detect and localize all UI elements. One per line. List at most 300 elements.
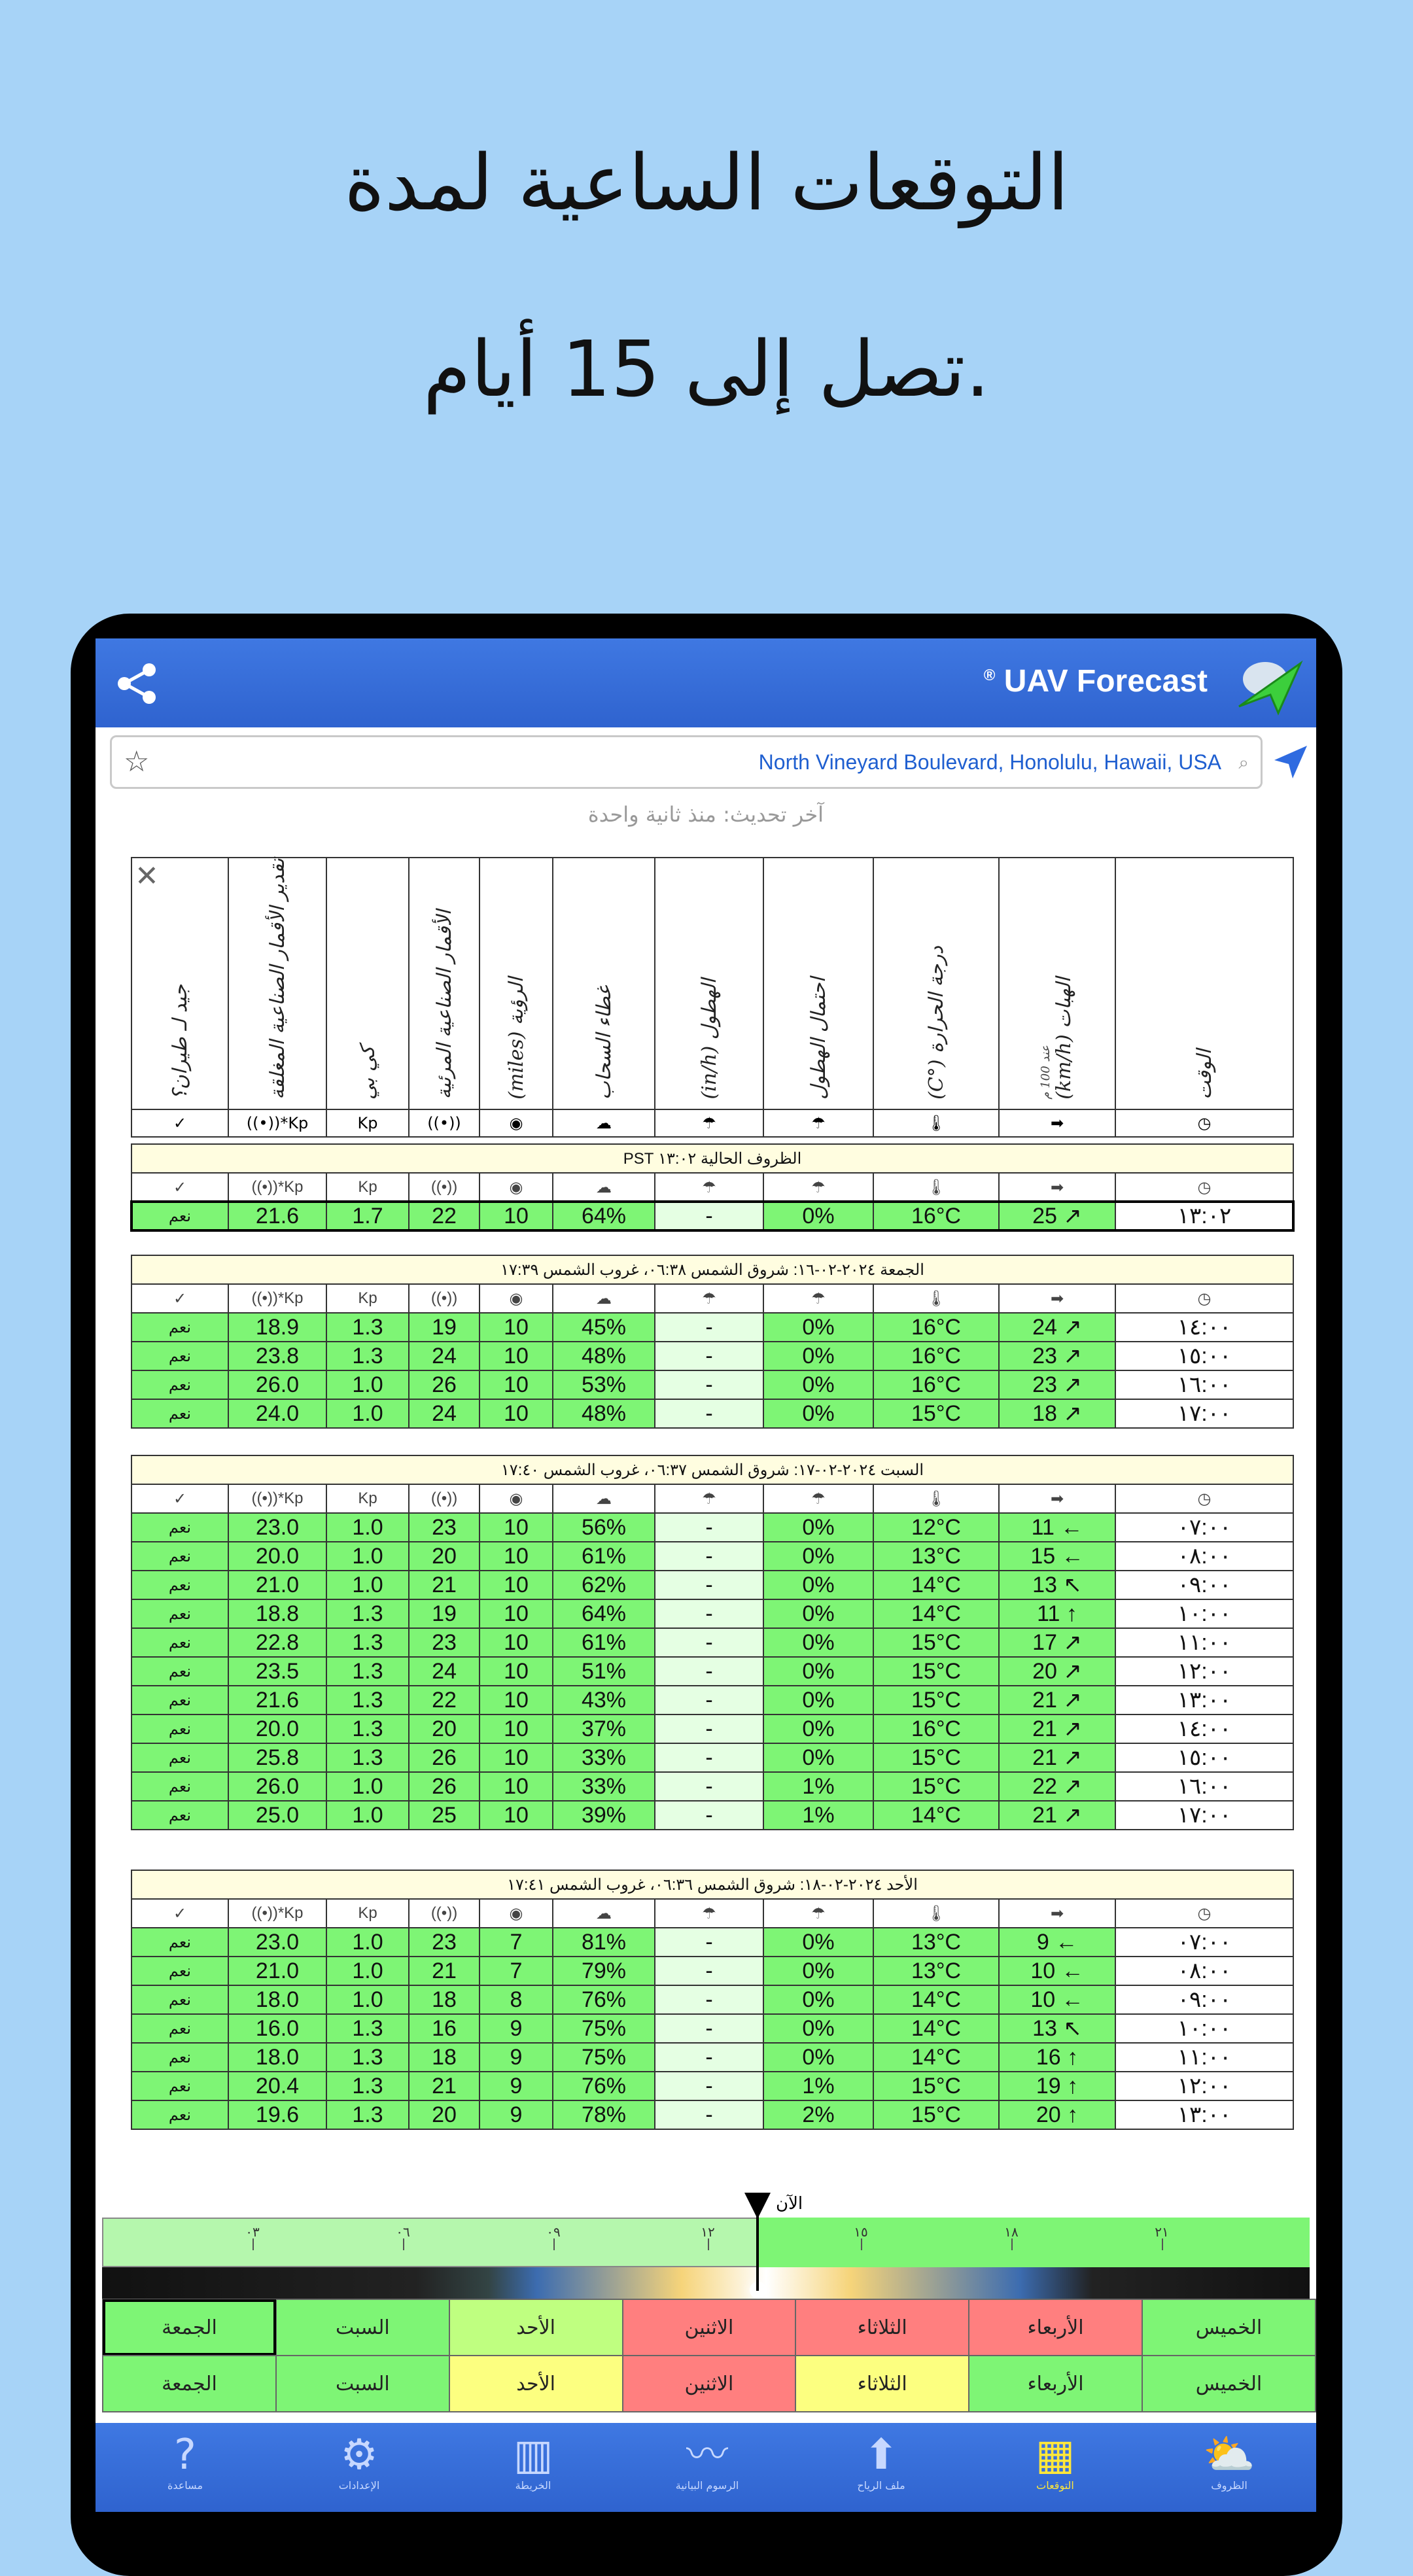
column-header[interactable] <box>326 858 409 1109</box>
table-row[interactable] <box>131 1628 1293 1657</box>
gust-value: 11 <box>1037 1601 1060 1626</box>
cell-vis: 10 <box>480 1542 553 1571</box>
table-row[interactable] <box>131 1801 1293 1830</box>
nav-settings[interactable] <box>272 2431 446 2492</box>
nav-label: الرسوم البيانية <box>675 2479 739 2492</box>
cell-precip: - <box>655 1772 763 1801</box>
day-button[interactable]: السبت <box>276 2356 449 2412</box>
cell-vis: 9 <box>480 2100 553 2129</box>
cell-kp: 1.3 <box>326 1342 409 1370</box>
column-icon: Kp <box>326 1109 409 1137</box>
cell-pprob: 2% <box>763 2100 873 2129</box>
cell-pprob: 0% <box>763 1657 873 1686</box>
day-button[interactable]: السبت <box>276 2299 449 2356</box>
nav-forecast[interactable] <box>968 2431 1142 2492</box>
cell-gust <box>999 1772 1115 1801</box>
cell-vis: 10 <box>480 1772 553 1801</box>
day-button[interactable]: الأحد <box>449 2356 623 2412</box>
cell-precip: - <box>655 2014 763 2043</box>
cell-time: ٠٨:٠٠ <box>1115 1957 1293 1985</box>
cell-kp: 1.0 <box>326 1571 409 1599</box>
cell-precip: - <box>655 1571 763 1599</box>
cell-kp: 1.7 <box>326 1202 409 1230</box>
timeline-tick-label: ١٥ <box>854 2224 868 2240</box>
cell-gust <box>999 1399 1115 1428</box>
cell-kpsat: 23.0 <box>228 1928 326 1957</box>
cell-precip: - <box>655 1513 763 1542</box>
wind-direction-icon: ↗ <box>1063 1803 1082 1828</box>
column-icon: Kp*((•)) <box>228 1173 326 1202</box>
column-icon: ➡ <box>999 1109 1115 1137</box>
cell-precip: - <box>655 1599 763 1628</box>
day-button[interactable]: الأربعاء <box>969 2356 1142 2412</box>
timeline-scrubber[interactable] <box>102 2186 1310 2304</box>
column-icons-row <box>131 1109 1293 1137</box>
cell-gust <box>999 1743 1115 1772</box>
table-row[interactable] <box>131 1743 1293 1772</box>
cell-vis: 10 <box>480 1714 553 1743</box>
wind-direction-icon: ↖ <box>1063 1573 1082 1597</box>
day-selector-row-2 <box>102 2355 1316 2412</box>
column-icon: ☂ <box>763 1173 873 1202</box>
timeline-tick <box>708 2238 709 2250</box>
cell-kp: 1.3 <box>326 1599 409 1628</box>
cell-vis: 9 <box>480 2043 553 2072</box>
table-row[interactable] <box>131 1513 1293 1542</box>
cell-vis: 8 <box>480 1985 553 2014</box>
cell-vis: 7 <box>480 1928 553 1957</box>
cell-kp: 1.0 <box>326 1513 409 1542</box>
day-button[interactable]: الجمعة <box>103 2299 276 2356</box>
column-icon: ➡ <box>999 1173 1115 1202</box>
share-icon[interactable] <box>115 662 158 705</box>
gust-value: 21 <box>1032 1803 1057 1828</box>
cell-vis: 9 <box>480 2072 553 2100</box>
cell-cloud: 76% <box>553 1985 655 2014</box>
timeline-future-segment <box>756 2218 1310 2267</box>
column-icon: ☂ <box>655 1284 763 1313</box>
gust-value: 21 <box>1032 1688 1057 1713</box>
cell-kpsat: 25.8 <box>228 1743 326 1772</box>
cell-sats: 20 <box>409 2100 480 2129</box>
column-icon: ◷ <box>1115 1109 1293 1137</box>
cell-precip: - <box>655 1657 763 1686</box>
column-icon: Kp*((•)) <box>228 1899 326 1928</box>
timeline-tick-label: ١٨ <box>1004 2224 1019 2240</box>
day-button[interactable]: الأربعاء <box>969 2299 1142 2356</box>
cell-time: ١٤:٠٠ <box>1115 1714 1293 1743</box>
wind-direction-icon: ↗ <box>1063 1745 1082 1770</box>
forecast-day-block <box>131 1143 1294 1231</box>
day-block-icon-row <box>131 1284 1293 1313</box>
cell-gust <box>999 2072 1115 2100</box>
cell-cloud: 33% <box>553 1743 655 1772</box>
app-logo-icon <box>1232 648 1306 721</box>
cell-cloud: 81% <box>553 1928 655 1957</box>
cell-sats: 24 <box>409 1399 480 1428</box>
column-icon: Kp <box>326 1284 409 1313</box>
table-row[interactable] <box>131 1714 1293 1743</box>
cell-temp: 15°C <box>873 1772 999 1801</box>
column-icon: ☂ <box>763 1899 873 1928</box>
day-button[interactable]: الأحد <box>449 2299 623 2356</box>
cell-gust <box>999 1985 1115 2014</box>
wind-direction-icon: ↖ <box>1063 2016 1082 2041</box>
cell-kp: 1.3 <box>326 2100 409 2129</box>
promo-line-1: التوقعات الساعية لمدة <box>344 137 1069 228</box>
cell-kp: 1.0 <box>326 1985 409 2014</box>
cell-cloud: 56% <box>553 1513 655 1542</box>
cell-pprob: 0% <box>763 1628 873 1657</box>
table-row[interactable] <box>131 1985 1293 2014</box>
day-button[interactable]: الثلاثاء <box>795 2299 969 2356</box>
cell-cloud: 78% <box>553 2100 655 2129</box>
cell-cloud: 53% <box>553 1370 655 1399</box>
cell-fly: نعم <box>131 1928 228 1957</box>
cell-precip: - <box>655 1686 763 1714</box>
nav-conditions[interactable] <box>1142 2431 1316 2492</box>
column-icon: ☂ <box>763 1109 873 1137</box>
day-button[interactable]: الجمعة <box>103 2356 276 2412</box>
table-row[interactable] <box>131 1599 1293 1628</box>
nav-label: الخريطة <box>515 2479 551 2492</box>
day-button[interactable]: الثلاثاء <box>795 2356 969 2412</box>
cell-vis: 10 <box>480 1370 553 1399</box>
gust-value: 21 <box>1032 1716 1057 1741</box>
gust-value: 20 <box>1036 2102 1061 2127</box>
wind-direction-icon: ← <box>1061 1987 1084 2012</box>
cell-fly: نعم <box>131 1342 228 1370</box>
day-button[interactable]: الاثنين <box>623 2299 796 2356</box>
cell-cloud: 48% <box>553 1399 655 1428</box>
cell-vis: 10 <box>480 1657 553 1686</box>
column-header[interactable] <box>655 858 763 1109</box>
column-icon: ☂ <box>763 1484 873 1513</box>
cell-fly: نعم <box>131 1985 228 2014</box>
nav-map[interactable] <box>446 2431 620 2492</box>
cell-fly: نعم <box>131 1399 228 1428</box>
cell-fly: نعم <box>131 1657 228 1686</box>
cell-sats: 16 <box>409 2014 480 2043</box>
cell-sats: 18 <box>409 1985 480 2014</box>
cell-vis: 9 <box>480 2014 553 2043</box>
cell-sats: 24 <box>409 1657 480 1686</box>
table-row[interactable] <box>131 2072 1293 2100</box>
column-icon: ☂ <box>763 1284 873 1313</box>
wind-direction-icon: ← <box>1060 1514 1083 1540</box>
column-icon: Kp <box>326 1484 409 1513</box>
cell-pprob: 0% <box>763 1599 873 1628</box>
nav-help[interactable] <box>98 2431 272 2492</box>
cell-pprob: 0% <box>763 1542 873 1571</box>
column-icon: Kp*((•)) <box>228 1109 326 1137</box>
column-icon: ((•)) <box>409 1899 480 1928</box>
column-icon: 🌡 <box>873 1109 999 1137</box>
cell-fly: نعم <box>131 1957 228 1985</box>
cell-sats: 23 <box>409 1928 480 1957</box>
cell-pprob: 0% <box>763 1399 873 1428</box>
cell-sats: 19 <box>409 1599 480 1628</box>
map-icon: ▥ <box>513 2431 553 2479</box>
locate-arrow-icon[interactable] <box>1272 743 1310 781</box>
cell-vis: 10 <box>480 1202 553 1230</box>
cell-pprob: 1% <box>763 2072 873 2100</box>
cell-kp: 1.3 <box>326 2043 409 2072</box>
day-block-icon-row <box>131 1484 1293 1513</box>
app-title <box>984 663 1208 699</box>
column-icon: ➡ <box>999 1484 1115 1513</box>
cell-temp: 16°C <box>873 1202 999 1230</box>
column-header-table <box>131 857 1294 1138</box>
cell-temp: 13°C <box>873 1542 999 1571</box>
table-row[interactable] <box>131 2100 1293 2129</box>
location-search-box[interactable] <box>110 735 1263 789</box>
cell-pprob: 0% <box>763 1202 873 1230</box>
day-button[interactable]: الاثنين <box>623 2356 796 2412</box>
cell-fly: نعم <box>131 1370 228 1399</box>
cell-pprob: 0% <box>763 2043 873 2072</box>
wind-direction-icon: ↑ <box>1066 1601 1077 1626</box>
column-icon: ◉ <box>480 1109 553 1137</box>
wind-direction-icon: ↑ <box>1067 2073 1079 2098</box>
cell-temp: 15°C <box>873 1686 999 1714</box>
column-header[interactable] <box>763 858 873 1109</box>
nav-wind-profile[interactable] <box>794 2431 968 2492</box>
cell-fly: نعم <box>131 1571 228 1599</box>
cell-temp: 14°C <box>873 1571 999 1599</box>
cell-cloud: 39% <box>553 1801 655 1830</box>
nav-label: ملف الرياح <box>857 2479 905 2492</box>
table-row[interactable] <box>131 1313 1293 1342</box>
cell-kpsat: 26.0 <box>228 1370 326 1399</box>
search-icon: ⌕ <box>1238 752 1249 773</box>
cell-time: ١٦:٠٠ <box>1115 1370 1293 1399</box>
cell-vis: 10 <box>480 1686 553 1714</box>
cell-temp: 16°C <box>873 1313 999 1342</box>
cell-temp: 16°C <box>873 1714 999 1743</box>
column-header-label: الهطول (in/h) <box>697 979 721 1100</box>
gust-value: 23 <box>1032 1372 1057 1397</box>
column-icon: ◉ <box>480 1899 553 1928</box>
cell-precip: - <box>655 1313 763 1342</box>
column-header-label: غطاء السحاب <box>592 985 616 1100</box>
cell-gust <box>999 2043 1115 2072</box>
column-icon: 🌡 <box>873 1899 999 1928</box>
column-header[interactable] <box>131 858 228 1109</box>
cell-temp: 14°C <box>873 1985 999 2014</box>
cell-kpsat: 18.0 <box>228 2043 326 2072</box>
column-icon: ☂ <box>655 1109 763 1137</box>
cell-cloud: 75% <box>553 2014 655 2043</box>
cell-vis: 10 <box>480 1399 553 1428</box>
column-header[interactable] <box>480 858 553 1109</box>
cell-pprob: 0% <box>763 1513 873 1542</box>
column-header[interactable] <box>999 858 1115 1109</box>
cell-pprob: 0% <box>763 1743 873 1772</box>
wind-direction-icon: ↗ <box>1063 1315 1082 1340</box>
cell-precip: - <box>655 1342 763 1370</box>
cell-kp: 1.0 <box>326 1957 409 1985</box>
cell-vis: 10 <box>480 1313 553 1342</box>
cell-kp: 1.0 <box>326 1801 409 1830</box>
cell-kp: 1.0 <box>326 1370 409 1399</box>
gust-value: 24 <box>1032 1315 1057 1340</box>
cell-cloud: 61% <box>553 1628 655 1657</box>
timeline-tick <box>553 2238 555 2250</box>
cell-pprob: 1% <box>763 1772 873 1801</box>
cell-vis: 10 <box>480 1743 553 1772</box>
cell-pprob: 0% <box>763 1342 873 1370</box>
table-row[interactable] <box>131 1686 1293 1714</box>
table-row[interactable] <box>131 1399 1293 1428</box>
cell-precip: - <box>655 1957 763 1985</box>
cell-gust <box>999 1342 1115 1370</box>
cell-vis: 10 <box>480 1571 553 1599</box>
table-row[interactable] <box>131 2043 1293 2072</box>
column-header-label: احتمال الهطول <box>807 977 830 1100</box>
cell-kpsat: 23.0 <box>228 1513 326 1542</box>
bottom-navigation <box>96 2423 1316 2512</box>
cell-vis: 10 <box>480 1599 553 1628</box>
cell-gust <box>999 1513 1115 1542</box>
wind-direction-icon: ↗ <box>1063 1344 1082 1368</box>
column-header-label: درجة الحرارة (°C) <box>924 945 948 1100</box>
cell-precip: - <box>655 1628 763 1657</box>
table-row[interactable] <box>131 2014 1293 2043</box>
wind-direction-icon: ↗ <box>1063 1688 1082 1713</box>
gust-value: 13 <box>1032 2016 1057 2041</box>
cell-time: ٠٧:٠٠ <box>1115 1928 1293 1957</box>
table-row[interactable] <box>131 1542 1293 1571</box>
cell-temp: 16°C <box>873 1370 999 1399</box>
cell-fly: نعم <box>131 2072 228 2100</box>
table-row[interactable] <box>131 1657 1293 1686</box>
cell-kp: 1.0 <box>326 1928 409 1957</box>
table-row[interactable] <box>131 1957 1293 1985</box>
day-block-title: الجمعة ٢٠٢٤-٠٢-١٦: شروق الشمس ٠٦:٣٨، غروب الشمس ١٧:٣٩ <box>131 1255 1293 1284</box>
table-row[interactable] <box>131 1928 1293 1957</box>
column-header-label: الهبات (km/h) <box>1053 977 1075 1100</box>
cell-time: ١٧:٠٠ <box>1115 1801 1293 1830</box>
cell-cloud: 61% <box>553 1542 655 1571</box>
cell-kp: 1.0 <box>326 1772 409 1801</box>
timeline-tick <box>861 2238 862 2250</box>
gust-value: 17 <box>1032 1630 1057 1655</box>
column-header[interactable] <box>553 858 655 1109</box>
nav-label: الإعدادات <box>338 2479 380 2492</box>
forecast-day-block <box>131 1870 1294 2130</box>
cell-gust <box>999 1714 1115 1743</box>
cell-fly: نعم <box>131 1542 228 1571</box>
column-header[interactable] <box>409 858 480 1109</box>
cell-sats: 24 <box>409 1342 480 1370</box>
table-row[interactable] <box>131 1202 1293 1230</box>
cell-fly: نعم <box>131 1313 228 1342</box>
gust-value: 9 <box>1036 1929 1049 1955</box>
forecast-icon: ▦ <box>1035 2431 1075 2479</box>
now-marker-handle[interactable] <box>744 2193 771 2219</box>
cell-fly: نعم <box>131 1513 228 1542</box>
column-icon: 🌡 <box>873 1173 999 1202</box>
cell-kpsat: 20.0 <box>228 1714 326 1743</box>
wind-direction-icon: ↗ <box>1063 1372 1082 1397</box>
column-names-row <box>131 858 1293 1109</box>
cell-cloud: 64% <box>553 1202 655 1230</box>
cell-kpsat: 18.8 <box>228 1599 326 1628</box>
cell-precip: - <box>655 1202 763 1230</box>
cell-pprob: 0% <box>763 1985 873 2014</box>
cell-precip: - <box>655 1399 763 1428</box>
table-row[interactable] <box>131 1370 1293 1399</box>
wind-direction-icon: ↗ <box>1063 1204 1082 1228</box>
table-row[interactable] <box>131 1342 1293 1370</box>
day-button[interactable]: الخميس <box>1142 2299 1316 2356</box>
timeline-tick-label: ٢١ <box>1155 2224 1169 2240</box>
location-search-input[interactable]: North Vineyard Boulevard, Honolulu, Hawaii, USA <box>758 750 1221 774</box>
cell-gust <box>999 1801 1115 1830</box>
cell-temp: 15°C <box>873 1628 999 1657</box>
cell-temp: 15°C <box>873 2100 999 2129</box>
cell-precip: - <box>655 1801 763 1830</box>
cell-gust <box>999 1928 1115 1957</box>
cell-time: ٠٨:٠٠ <box>1115 1542 1293 1571</box>
column-header[interactable] <box>873 858 999 1109</box>
column-icon: Kp <box>326 1173 409 1202</box>
nav-charts[interactable] <box>620 2431 794 2492</box>
wind-direction-icon: ← <box>1061 1958 1084 1983</box>
cell-gust <box>999 1657 1115 1686</box>
wind-profile-icon: ⬆ <box>864 2431 899 2479</box>
cell-sats: 23 <box>409 1513 480 1542</box>
cell-time: ١١:٠٠ <box>1115 1628 1293 1657</box>
day-button[interactable]: الخميس <box>1142 2356 1316 2412</box>
cell-sats: 20 <box>409 1714 480 1743</box>
column-icon: ◉ <box>480 1484 553 1513</box>
column-header[interactable] <box>1115 858 1293 1109</box>
column-icon: ➡ <box>999 1284 1115 1313</box>
cell-kpsat: 21.6 <box>228 1686 326 1714</box>
cell-cloud: 51% <box>553 1657 655 1686</box>
close-icon[interactable]: ✕ <box>135 860 159 893</box>
day-block-icon-row <box>131 1173 1293 1202</box>
cell-time: ١٢:٠٠ <box>1115 2072 1293 2100</box>
cell-precip: - <box>655 1743 763 1772</box>
cell-pprob: 0% <box>763 1571 873 1599</box>
table-row[interactable] <box>131 1571 1293 1599</box>
cell-gust <box>999 1957 1115 1985</box>
cell-kpsat: 20.4 <box>228 2072 326 2100</box>
cell-precip: - <box>655 2072 763 2100</box>
column-header-label: كي بي <box>356 1045 379 1100</box>
cell-kpsat: 20.0 <box>228 1542 326 1571</box>
cell-cloud: 76% <box>553 2072 655 2100</box>
column-header[interactable] <box>228 858 326 1109</box>
wind-direction-icon: ↑ <box>1067 2044 1079 2070</box>
cell-sats: 26 <box>409 1772 480 1801</box>
column-icon: ((•)) <box>409 1484 480 1513</box>
cell-fly: نعم <box>131 1599 228 1628</box>
cell-kpsat: 21.0 <box>228 1957 326 1985</box>
cell-kpsat: 24.0 <box>228 1399 326 1428</box>
column-icon: ☁ <box>553 1899 655 1928</box>
table-row[interactable] <box>131 1772 1293 1801</box>
timeline-tick-label: ٠٦ <box>396 2224 410 2240</box>
star-favorite-icon[interactable]: ☆ <box>124 745 150 778</box>
timeline-tick-label: ٠٩ <box>546 2224 561 2240</box>
column-icon: Kp*((•)) <box>228 1484 326 1513</box>
cell-cloud: 64% <box>553 1599 655 1628</box>
gust-value: 16 <box>1036 2044 1061 2070</box>
